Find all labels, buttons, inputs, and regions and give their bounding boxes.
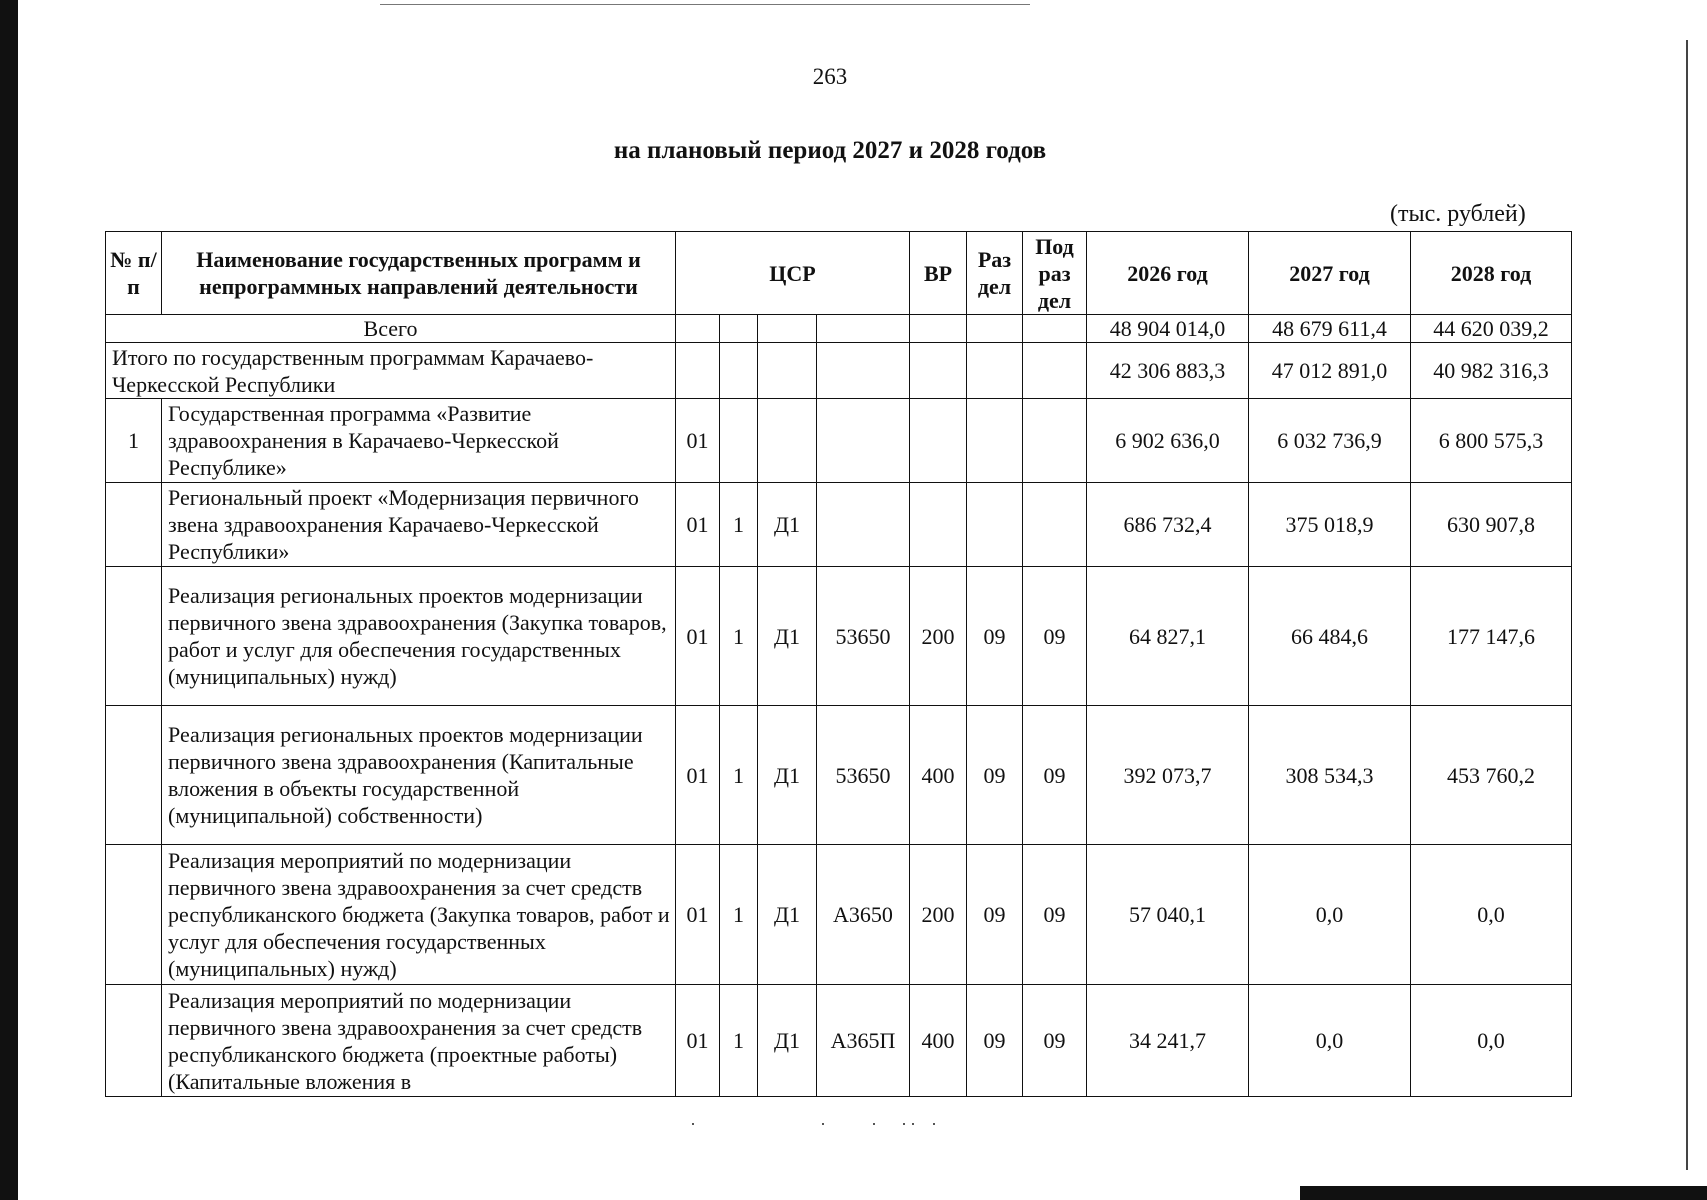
table-row	[106, 399, 1572, 483]
row-name: Реализация мероприятий по модернизации первичного звена здравоохранения за счет средств республиканского бюджета (проектные работы) (Капитальные вложения в	[162, 985, 676, 1097]
scan-noise-dots	[0, 1123, 1707, 1129]
row-csr-project: Д1	[758, 845, 817, 985]
row-2026: 686 732,4	[1087, 483, 1249, 567]
row-2027: 375 018,9	[1249, 483, 1411, 567]
row-num	[106, 706, 162, 845]
row-2026: 34 241,7	[1087, 985, 1249, 1097]
row-podrazdel	[1023, 483, 1087, 567]
row-csr-project	[758, 399, 817, 483]
row-podrazdel: 09	[1023, 845, 1087, 985]
row-razdel: 09	[967, 985, 1023, 1097]
row-2027: 308 534,3	[1249, 706, 1411, 845]
row-num	[106, 845, 162, 985]
row-2026: 64 827,1	[1087, 567, 1249, 706]
budget-table	[105, 231, 1572, 1097]
row-num	[106, 985, 162, 1097]
table-row	[106, 706, 1572, 845]
header-csr: ЦСР	[676, 232, 910, 315]
row-name: Реализация мероприятий по модернизации первичного звена здравоохранения за счет средств республиканского бюджета (Закупка товаров, работ и услуг для обеспечения государственных (муниципальных) нужд)	[162, 845, 676, 985]
row-razdel	[967, 399, 1023, 483]
row-csr-program: 01	[676, 567, 720, 706]
row-2028: 0,0	[1411, 845, 1572, 985]
table-row	[106, 845, 1572, 985]
scan-top-line	[380, 4, 1030, 5]
row-csr-type: 1	[720, 567, 758, 706]
row-2028: 453 760,2	[1411, 706, 1572, 845]
header-razdel: Раз дел	[967, 232, 1023, 315]
row-name: Региональный проект «Модернизация первичного звена здравоохранения Карачаево-Черкесской Республики»	[162, 483, 676, 567]
row-csr-direction	[817, 483, 910, 567]
row-csr-project: Д1	[758, 567, 817, 706]
row-name: Реализация региональных проектов модернизации первичного звена здравоохранения (Капитальные вложения в объекты государственной (муниципальной) собственности)	[162, 706, 676, 845]
row-csr-program: 01	[676, 985, 720, 1097]
row-razdel: 09	[967, 706, 1023, 845]
header-2027: 2027 год	[1249, 232, 1411, 315]
row-name: Государственная программа «Развитие здравоохранения в Карачаево-Черкесской Республике»	[162, 399, 676, 483]
scan-right-line	[1686, 40, 1688, 1170]
row-2026: 392 073,7	[1087, 706, 1249, 845]
row-csr-direction: 53650	[817, 706, 910, 845]
row-2028: 177 147,6	[1411, 567, 1572, 706]
programs-total-row	[106, 343, 1572, 399]
table-row	[106, 567, 1572, 706]
units-label: (тыс. рублей)	[1390, 201, 1526, 227]
header-podrazdel: Под раз дел	[1023, 232, 1087, 315]
row-2028: 0,0	[1411, 985, 1572, 1097]
page-number: 263	[812, 64, 848, 89]
programs-total-2027: 47 012 891,0	[1249, 343, 1411, 399]
row-vr: 400	[910, 985, 967, 1097]
row-csr-program: 01	[676, 483, 720, 567]
row-num	[106, 567, 162, 706]
row-2028: 630 907,8	[1411, 483, 1572, 567]
row-csr-program: 01	[676, 706, 720, 845]
row-num: 1	[106, 399, 162, 483]
header-name: Наименование государственных программ и непрограммных направлений деятельности	[162, 232, 676, 315]
row-2026: 57 040,1	[1087, 845, 1249, 985]
row-2027: 6 032 736,9	[1249, 399, 1411, 483]
row-csr-project: Д1	[758, 706, 817, 845]
row-podrazdel	[1023, 399, 1087, 483]
header-num: № п/п	[106, 232, 162, 315]
programs-total-2026: 42 306 883,3	[1087, 343, 1249, 399]
table-row	[106, 483, 1572, 567]
total-2028: 44 620 039,2	[1411, 315, 1572, 343]
scan-left-edge	[0, 0, 18, 1200]
row-2027: 0,0	[1249, 845, 1411, 985]
row-razdel: 09	[967, 567, 1023, 706]
programs-total-label: Итого по государственным программам Карачаево-Черкесской Республики	[106, 343, 676, 399]
row-vr: 200	[910, 567, 967, 706]
header-2026: 2026 год	[1087, 232, 1249, 315]
row-csr-direction: 53650	[817, 567, 910, 706]
row-podrazdel: 09	[1023, 985, 1087, 1097]
row-csr-type: 1	[720, 483, 758, 567]
header-vr: ВР	[910, 232, 967, 315]
row-csr-program: 01	[676, 845, 720, 985]
row-2027: 66 484,6	[1249, 567, 1411, 706]
table-row	[106, 985, 1572, 1097]
row-vr	[910, 399, 967, 483]
total-label: Всего	[106, 315, 676, 343]
row-csr-type: 1	[720, 985, 758, 1097]
total-row	[106, 315, 1572, 343]
total-2027: 48 679 611,4	[1249, 315, 1411, 343]
page-subtitle: на плановый период 2027 и 2028 годов	[613, 137, 1047, 164]
row-2026: 6 902 636,0	[1087, 399, 1249, 483]
row-razdel	[967, 483, 1023, 567]
row-csr-type	[720, 399, 758, 483]
row-2028: 6 800 575,3	[1411, 399, 1572, 483]
header-row	[106, 232, 1572, 315]
row-vr	[910, 483, 967, 567]
row-csr-direction	[817, 399, 910, 483]
row-name: Реализация региональных проектов модернизации первичного звена здравоохранения (Закупка товаров, работ и услуг для обеспечения государственных (муниципальных) нужд)	[162, 567, 676, 706]
scan-bottom-edge	[1300, 1186, 1707, 1200]
row-csr-direction: А3650	[817, 845, 910, 985]
row-csr-direction: А365П	[817, 985, 910, 1097]
header-2028: 2028 год	[1411, 232, 1572, 315]
row-csr-type: 1	[720, 845, 758, 985]
row-csr-type: 1	[720, 706, 758, 845]
row-csr-project: Д1	[758, 985, 817, 1097]
row-num	[106, 483, 162, 567]
total-2026: 48 904 014,0	[1087, 315, 1249, 343]
row-vr: 200	[910, 845, 967, 985]
row-csr-program: 01	[676, 399, 720, 483]
row-razdel: 09	[967, 845, 1023, 985]
row-podrazdel: 09	[1023, 567, 1087, 706]
row-podrazdel: 09	[1023, 706, 1087, 845]
row-vr: 400	[910, 706, 967, 845]
row-csr-project: Д1	[758, 483, 817, 567]
row-2027: 0,0	[1249, 985, 1411, 1097]
programs-total-2028: 40 982 316,3	[1411, 343, 1572, 399]
